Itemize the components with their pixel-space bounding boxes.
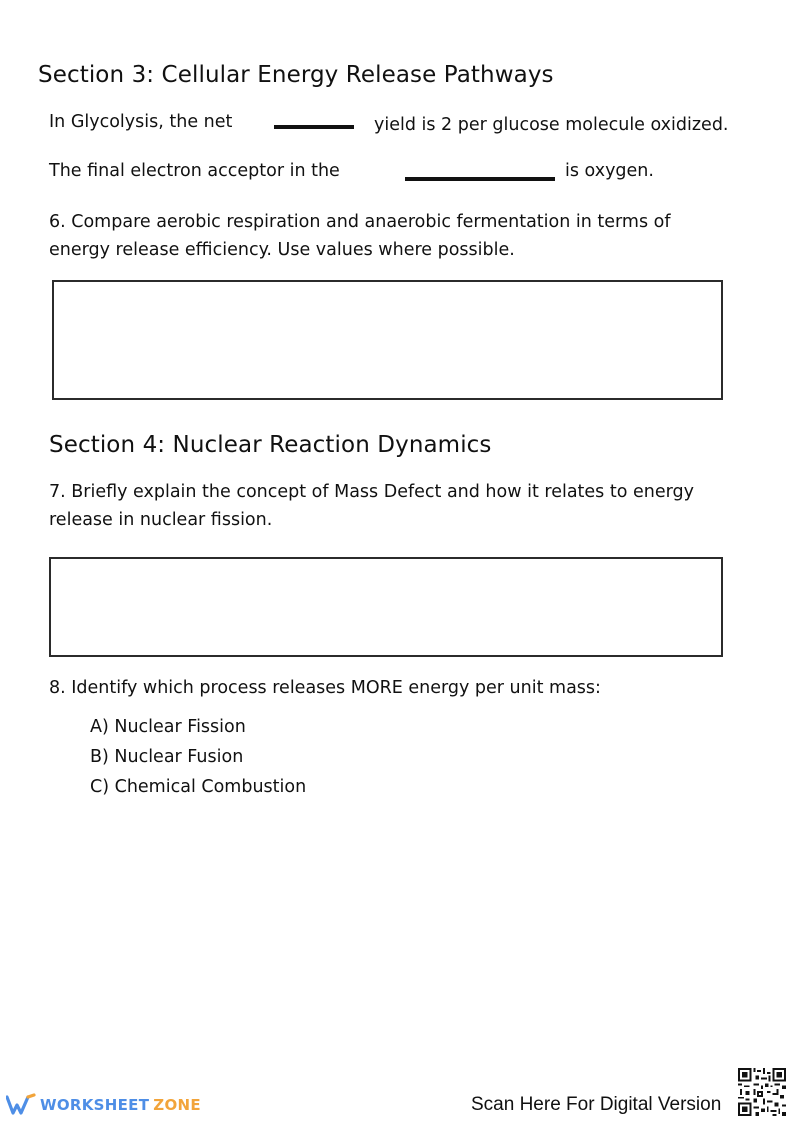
q7-line-1: 7. Briefly explain the concept of Mass Defect and how it relates to energy — [49, 482, 694, 502]
q6-line-2: energy release efficiency. Use values where possible. — [49, 240, 515, 260]
q2-prefix: The final electron acceptor in the — [49, 161, 340, 181]
section-4-title: Section 4: Nuclear Reaction Dynamics — [49, 432, 492, 458]
q6-question — [49, 208, 769, 264]
section-3-title: Section 3: Cellular Energy Release Pathways — [38, 62, 554, 88]
option-c[interactable]: C) Chemical Combustion — [90, 777, 307, 797]
q8-question: 8. Identify which process releases MORE energy per unit mass: — [49, 678, 601, 698]
logo-text-worksheet: WORKSHEET — [40, 1096, 150, 1114]
option-a[interactable]: A) Nuclear Fission — [90, 717, 246, 737]
worksheetzone-logo-icon — [6, 1093, 36, 1117]
logo-text-zone: ZONE — [153, 1096, 201, 1114]
worksheetzone-logo[interactable] — [6, 1093, 201, 1117]
logo-text — [40, 1096, 201, 1114]
q2-suffix: is oxygen. — [565, 161, 654, 181]
q6-answer-box[interactable] — [52, 280, 723, 400]
qr-code-icon[interactable] — [738, 1068, 786, 1116]
q1-blank[interactable] — [274, 125, 354, 129]
q2-blank[interactable] — [405, 177, 555, 181]
q7-answer-box[interactable] — [49, 557, 723, 657]
option-b[interactable]: B) Nuclear Fusion — [90, 747, 244, 767]
q7-line-2: release in nuclear fission. — [49, 510, 273, 530]
q1-prefix: In Glycolysis, the net — [49, 112, 233, 132]
q7-question — [49, 478, 769, 534]
q1-suffix: yield is 2 per glucose molecule oxidized. — [374, 115, 729, 135]
q6-line-1: 6. Compare aerobic respiration and anaerobic fermentation in terms of — [49, 212, 671, 232]
scan-text: Scan Here For Digital Version — [471, 1094, 722, 1115]
